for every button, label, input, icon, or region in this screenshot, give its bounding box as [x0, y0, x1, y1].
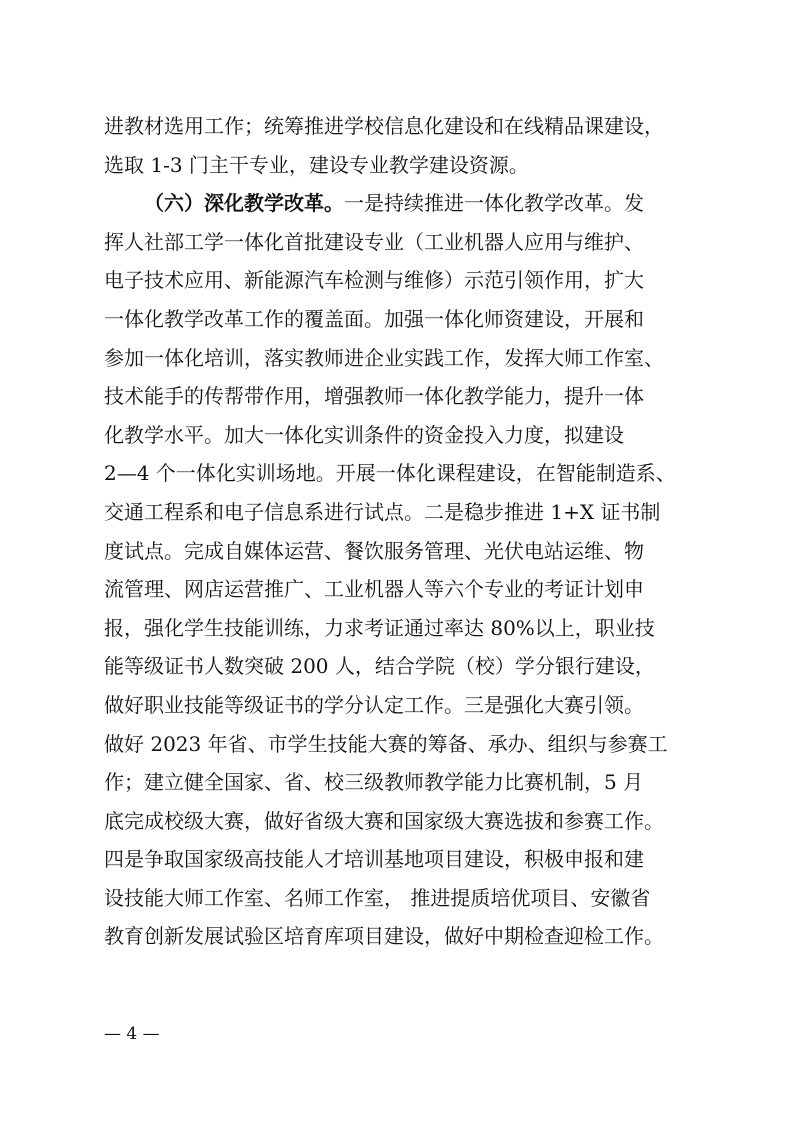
text-line-15: 能等级证书人数突破 200 人，结合学院（校）学分银行建设，: [104, 654, 655, 679]
text-line-11: 交通工程系和电子信息系进行试点。二是稳步推进 1+X 证书制: [104, 499, 661, 524]
text-line-22: 教育创新发展试验区培育库项目建设，做好中期检查迎检工作。: [104, 924, 664, 949]
section-heading-continuation: 一是持续推进一体化教学改革。发: [344, 191, 644, 216]
section-heading: （六）深化教学改革。: [144, 191, 344, 216]
text-line-1: 进教材选用工作；统筹推进学校信息化建设和在线精品课建设，: [104, 114, 664, 138]
text-line-9: 化教学水平。加大一体化实训条件的资金投入力度，拟建设: [104, 422, 624, 447]
text-line-10: 2—4 个一体化实训场地。开展一体化课程建设，在智能制造系、: [104, 461, 676, 486]
body-text: [104, 107, 692, 956]
text-line-19: 底完成校级大赛，做好省级大赛和国家级大赛选拔和参赛工作。: [104, 808, 664, 833]
text-line-4: 挥人社部工学一体化首批建设专业（工业机器人应用与维护、: [104, 229, 644, 254]
text-line-13: 流管理、网店运营推广、工业机器人等六个专业的考证计划申: [104, 577, 644, 602]
text-line-16: 做好职业技能等级证书的学分认定工作。三是强化大赛引领。: [104, 692, 644, 717]
text-line-12: 度试点。完成自媒体运营、餐饮服务管理、光伏电站运维、物: [104, 538, 644, 563]
text-line-5: 电子技术应用、新能源汽车检测与维修）示范引领作用，扩大: [104, 268, 644, 293]
text-line-21: 设技能大师工作室、名师工作室， 推进提质培优项目、安徽省: [104, 885, 651, 910]
text-line-8: 技术能手的传帮带作用，增强教师一体化教学能力，提升一体: [104, 384, 644, 409]
text-line-6: 一体化教学改革工作的覆盖面。加强一体化师资建设，开展和: [104, 306, 644, 331]
text-line-20: 四是争取国家级高技能人才培训基地项目建设，积极申报和建: [104, 847, 644, 872]
section-heading-line: [104, 184, 692, 223]
text-line-2: 选取 1-3 门主干专业，建设专业教学建设资源。: [104, 152, 529, 177]
text-line-14: 报，强化学生技能训练，力求考证通过率达 80%以上，职业技: [104, 615, 655, 640]
text-line-17: 做好 2023 年省、市学生技能大赛的筹备、承办、组织与参赛工: [104, 731, 668, 756]
text-line-18: 作；建立健全国家、省、校三级教师教学能力比赛机制，5 月: [104, 770, 644, 795]
page-number: — 4 —: [104, 1024, 160, 1044]
text-line-7: 参加一体化培训，落实教师进企业实践工作，发挥大师工作室、: [104, 345, 664, 370]
